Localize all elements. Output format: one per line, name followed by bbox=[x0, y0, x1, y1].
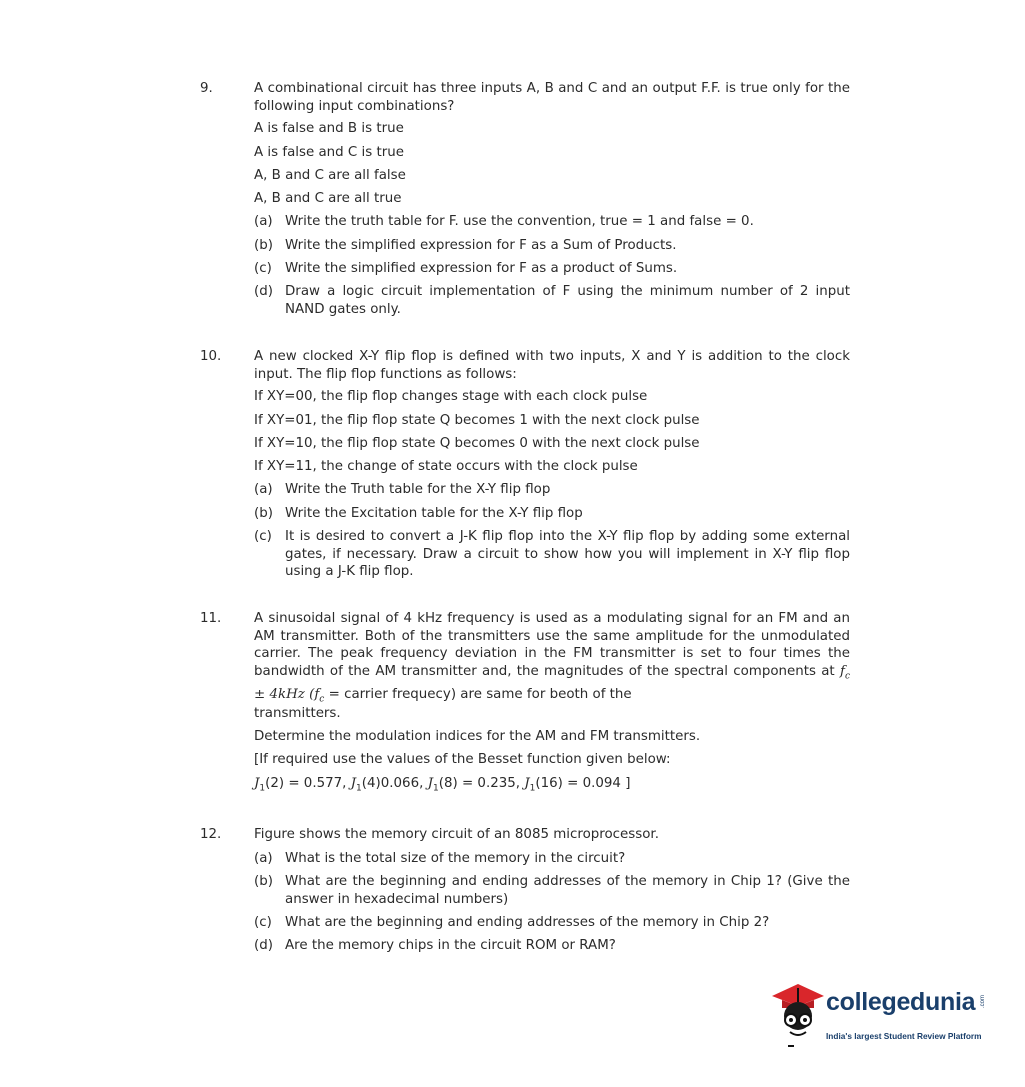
bessel-values bbox=[254, 775, 630, 798]
sub-question-text: What are the beginning and ending addresses of the memory in Chip 1? (Give the answer in hexadecimal numbers) bbox=[285, 874, 850, 907]
bessel-function: J bbox=[254, 776, 260, 791]
condition-item: A is false and B is true bbox=[254, 121, 404, 136]
sub-question-label: (d) bbox=[254, 284, 273, 299]
bessel-value: (4)0.066, bbox=[361, 776, 424, 791]
sub-question-text: What is the total size of the memory in the circuit? bbox=[285, 851, 626, 866]
sub-question-label: (b) bbox=[254, 506, 273, 521]
logo-wordmark: collegedunia bbox=[826, 988, 976, 1016]
bessel-value: (16) = 0.094 ] bbox=[535, 776, 631, 791]
condition-item: If XY=01, the flip flop state Q becomes 1 with the next clock pulse bbox=[254, 413, 700, 428]
stem-continuation: transmitters. bbox=[254, 706, 341, 721]
condition-item: A, B and C are all false bbox=[254, 168, 406, 183]
stem-text: A sinusoidal signal of 4 kHz frequency is used as a modulating signal for an FM and an AM transmitter. Both of the transmitters use the same amplitude for the unmodulated carrier. The peak frequency deviation in the FM transmitter is set to four times the bandwidth of the AM transmitter and, the magnitudes of the spectral components at bbox=[254, 611, 850, 679]
bessel-value: (2) = 0.577, bbox=[265, 776, 347, 791]
sub-question-text: It is desired to convert a J-K flip flop into the X-Y flip flop by adding some external gates, if necessary. Draw a circuit to show how you will implement in X-Y flip flop using a J-K flip flop. bbox=[285, 529, 850, 579]
sub-question-label: (b) bbox=[254, 238, 273, 253]
math-subscript: c bbox=[844, 671, 850, 682]
question-stem: A new clocked X-Y flip flop is defined with two inputs, X and Y is addition to the clock input. The flip flop functions as follows: bbox=[254, 349, 850, 382]
math-subscript: c bbox=[319, 694, 325, 705]
question-hint: [If required use the values of the Besset function given below: bbox=[254, 752, 671, 767]
bessel-order: 1 bbox=[356, 783, 362, 794]
math-symbol: f bbox=[314, 686, 320, 702]
sub-question-label: (d) bbox=[254, 938, 273, 953]
sub-question-text: What are the beginning and ending addresses of the memory in Chip 2? bbox=[285, 915, 770, 930]
logo-tld: .com bbox=[980, 994, 986, 1008]
condition-item: If XY=10, the flip flop state Q becomes 0 with the next clock pulse bbox=[254, 436, 700, 451]
question-number: 11. bbox=[200, 611, 222, 626]
sub-question-text: Write the truth table for F. use the convention, true = 1 and false = 0. bbox=[285, 214, 754, 229]
sub-question-text: Write the Truth table for the X-Y flip flop bbox=[285, 482, 551, 497]
bessel-order: 1 bbox=[259, 783, 266, 794]
sub-question-label: (c) bbox=[254, 529, 272, 544]
collegedunia-logo bbox=[768, 978, 990, 1058]
sub-question-text: Write the simplified expression for F as a product of Sums. bbox=[285, 261, 678, 276]
question-stem: Figure shows the memory circuit of an 8085 microprocessor. bbox=[254, 827, 659, 842]
condition-item: If XY=11, the change of state occurs with the clock pulse bbox=[254, 459, 638, 474]
sub-question-label: (c) bbox=[254, 915, 272, 930]
sub-question-text: Write the simplified expression for F as a Sum of Products. bbox=[285, 238, 677, 253]
bessel-order: 1 bbox=[529, 783, 536, 794]
sub-question-text: Are the memory chips in the circuit ROM or RAM? bbox=[285, 938, 616, 953]
sub-question-label: (b) bbox=[254, 874, 273, 889]
question-number: 9. bbox=[200, 81, 213, 96]
sub-question-label: (a) bbox=[254, 214, 273, 229]
graduate-mascot-icon bbox=[768, 978, 826, 1058]
math-symbol: f bbox=[839, 663, 845, 679]
question-stem: A combinational circuit has three inputs A, B and C and an output F.F. is true only for the following input combinations? bbox=[254, 81, 850, 114]
question-number: 12. bbox=[200, 827, 222, 842]
condition-item: If XY=00, the flip flop changes stage with each clock pulse bbox=[254, 389, 648, 404]
sub-question-label: (a) bbox=[254, 851, 273, 866]
condition-item: A is false and C is true bbox=[254, 145, 404, 160]
stem-text: = carrier frequecy) are same for beoth of the bbox=[324, 686, 632, 702]
condition-item: A, B and C are all true bbox=[254, 191, 402, 206]
sub-question-label: (a) bbox=[254, 482, 273, 497]
bessel-function: J bbox=[350, 776, 357, 791]
sub-question-text: Draw a logic circuit implementation of F using the minimum number of 2 input NAND gates only. bbox=[285, 284, 850, 317]
question-number: 10. bbox=[200, 349, 222, 364]
math-expression: ± 4kHz ( bbox=[254, 686, 315, 702]
logo-tagline: India's largest Student Review Platform bbox=[826, 1031, 982, 1041]
sub-question-label: (c) bbox=[254, 261, 272, 276]
bessel-function: J bbox=[427, 776, 433, 791]
question-stem bbox=[254, 610, 850, 709]
bessel-value: (8) = 0.235, bbox=[438, 776, 521, 791]
sub-question-text: Write the Excitation table for the X-Y flip flop bbox=[285, 506, 583, 521]
bessel-order: 1 bbox=[432, 783, 439, 794]
bessel-function: J bbox=[524, 776, 530, 791]
question-task: Determine the modulation indices for the AM and FM transmitters. bbox=[254, 729, 701, 744]
